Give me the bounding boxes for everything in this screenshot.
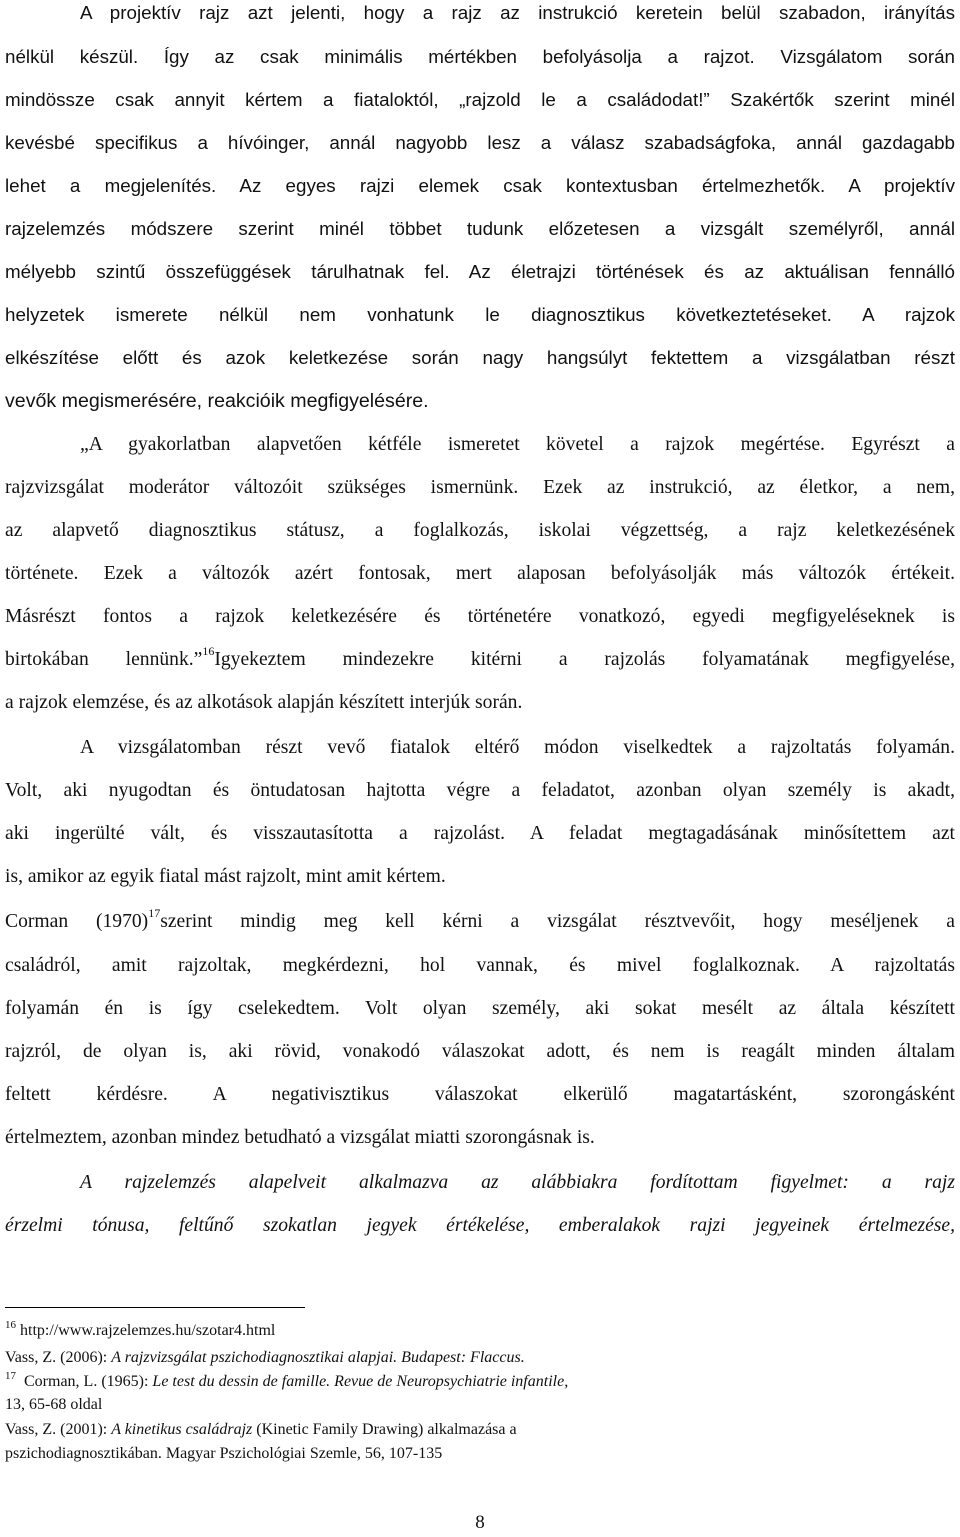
body-line: A rajzelemzés alapelveit alkalmazva az alábbiakra fordítottam figyelmet: a rajz [80,1172,955,1193]
body-line: mindössze csak annyit kértem a fiataloktól, „rajzold le a családodat!” Szakértők szerint minél [5,89,955,110]
footnote-separator [5,1307,305,1308]
body-line: érzelmi tónusa, feltűnő szokatlan jegyek értékelése, emberalakok rajzi jegyeinek értelmezése, [5,1215,955,1236]
citation-author: Vass, Z. (2001): [5,1421,112,1438]
body-line [5,644,955,673]
footnote-link[interactable]: http://www.rajzelemzes.hu/szotar4.html [20,1322,276,1339]
body-line: vevők megismerésére, reakcióik megfigyelésére. [5,390,429,412]
footnote-ref[interactable]: 16 [202,644,215,658]
body-line: a rajzok elemzése, és az alkotások alapján készített interjúk során. [5,692,523,713]
body-line: mélyebb szintű összefüggések tárulhatnak fel. Az életrajzi történések és az aktuálisan fennálló [5,261,955,282]
body-line: családról, amit rajzoltak, megkérdezni, hol vannak, és mivel foglalkoznak. A rajzoltatás [5,955,955,976]
body-line: folyamán én is így cselekedtem. Volt olyan személy, aki sokat mesélt az általa készített [5,998,955,1019]
page-number: 8 [475,1512,485,1533]
body-text: birtokában lennünk.” [5,649,203,670]
footnote-reference: pszichodiagnosztikában. Magyar Pszichológiai Szemle, 56, 107-135 [5,1445,443,1462]
body-line: is, amikor az egyik fiatal mást rajzolt, mint amit kértem. [5,866,446,887]
body-line: elkészítése előtt és azok keletkezése során nagy hangsúlyt fektettem a vizsgálatban részt [5,347,955,368]
body-line: értelmeztem, azonban mindez betudható a vizsgálat miatti szorongásnak is. [5,1127,595,1148]
body-line: az alapvető diagnosztikus státusz, a foglalkozás, iskolai végzettség, a rajz keletkezésének [5,520,955,541]
body-text: Corman (1970) [5,911,149,932]
footnote-number: 17 [5,1370,16,1382]
body-line: A vizsgálatomban részt vevő fiatalok eltérő módon viselkedtek a rajzoltatás folyamán. [80,737,955,758]
footnote-number: 16 [5,1319,16,1331]
body-line [5,906,955,935]
footnote-ref[interactable]: 17 [148,906,161,920]
footnote-reference: 13, 65-68 oldal [5,1396,103,1413]
body-line: A projektív rajz azt jelenti, hogy a rajz az instrukció keretein belül szabadon, irányítás [80,2,955,23]
footnote-17 [5,1370,569,1391]
citation-title: Le test du dessin de famille. Revue de Neuropsychiatrie infantile, [152,1373,569,1390]
body-line: rajzelemzés módszere szerint minél többet tudunk előzetesen a vizsgált személyről, annál [5,218,955,239]
citation-author: Vass, Z. (2006): [5,1349,112,1366]
body-line: rajzvizsgálat moderátor változóit szükséges ismernünk. Ezek az instrukció, az életkor, a nem, [5,477,955,498]
citation-author: Corman, L. (1965): [24,1373,153,1390]
citation-title: A rajzvizsgálat pszichodiagnosztikai alapjai. Budapest: Flaccus. [111,1349,525,1366]
body-line: aki ingerülté vált, és visszautasította a rajzolást. A feladat megtagadásának minősítettem azt [5,823,955,844]
body-line: története. Ezek a változók azért fontosak, mert alaposan befolyásolják más változók értékeit. [5,563,955,584]
body-line: Másrészt fontos a rajzok keletkezésére és történetére vonatkozó, egyedi megfigyeléseknek is [5,606,955,627]
body-line: feltett kérdésre. A negativisztikus válaszokat elkerülő magatartásként, szorongásként [5,1084,955,1105]
body-line: rajzról, de olyan is, aki rövid, vonakodó válaszokat adott, és nem is reagált minden általam [5,1041,955,1062]
footnote-reference [5,1421,517,1439]
body-line: helyzetek ismerete nélkül nem vonhatunk le diagnosztikus következtetéseket. A rajzok [5,304,955,325]
citation-detail: (Kinetic Family Drawing) alkalmazása a [252,1421,517,1438]
body-line: lehet a megjelenítés. Az egyes rajzi elemek csak kontextusban értelmezhetők. A projektív [5,175,955,196]
body-line: nélkül készül. Így az csak minimális mértékben befolyásolja a rajzot. Vizsgálatom során [5,46,955,67]
body-text: szerint mindig meg kell kérni a vizsgálat résztvevőit, hogy meséljenek a [160,911,955,932]
footnote-reference [5,1349,525,1367]
citation-title: A kinetikus családrajz [111,1421,253,1438]
body-text: Igyekeztem mindezekre kitérni a rajzolás folyamatának megfigyelése, [214,649,955,670]
body-line: Volt, aki nyugodtan és öntudatosan hajtotta végre a feladatot, azonban olyan személy is akadt, [5,780,955,801]
body-line: „A gyakorlatban alapvetően kétféle ismeretet követel a rajzok megértése. Egyrészt a [80,434,955,455]
body-line: kevésbé specifikus a hívóinger, annál nagyobb lesz a válasz szabadságfoka, annál gazdagabb [5,132,955,153]
footnote-16 [5,1319,276,1340]
